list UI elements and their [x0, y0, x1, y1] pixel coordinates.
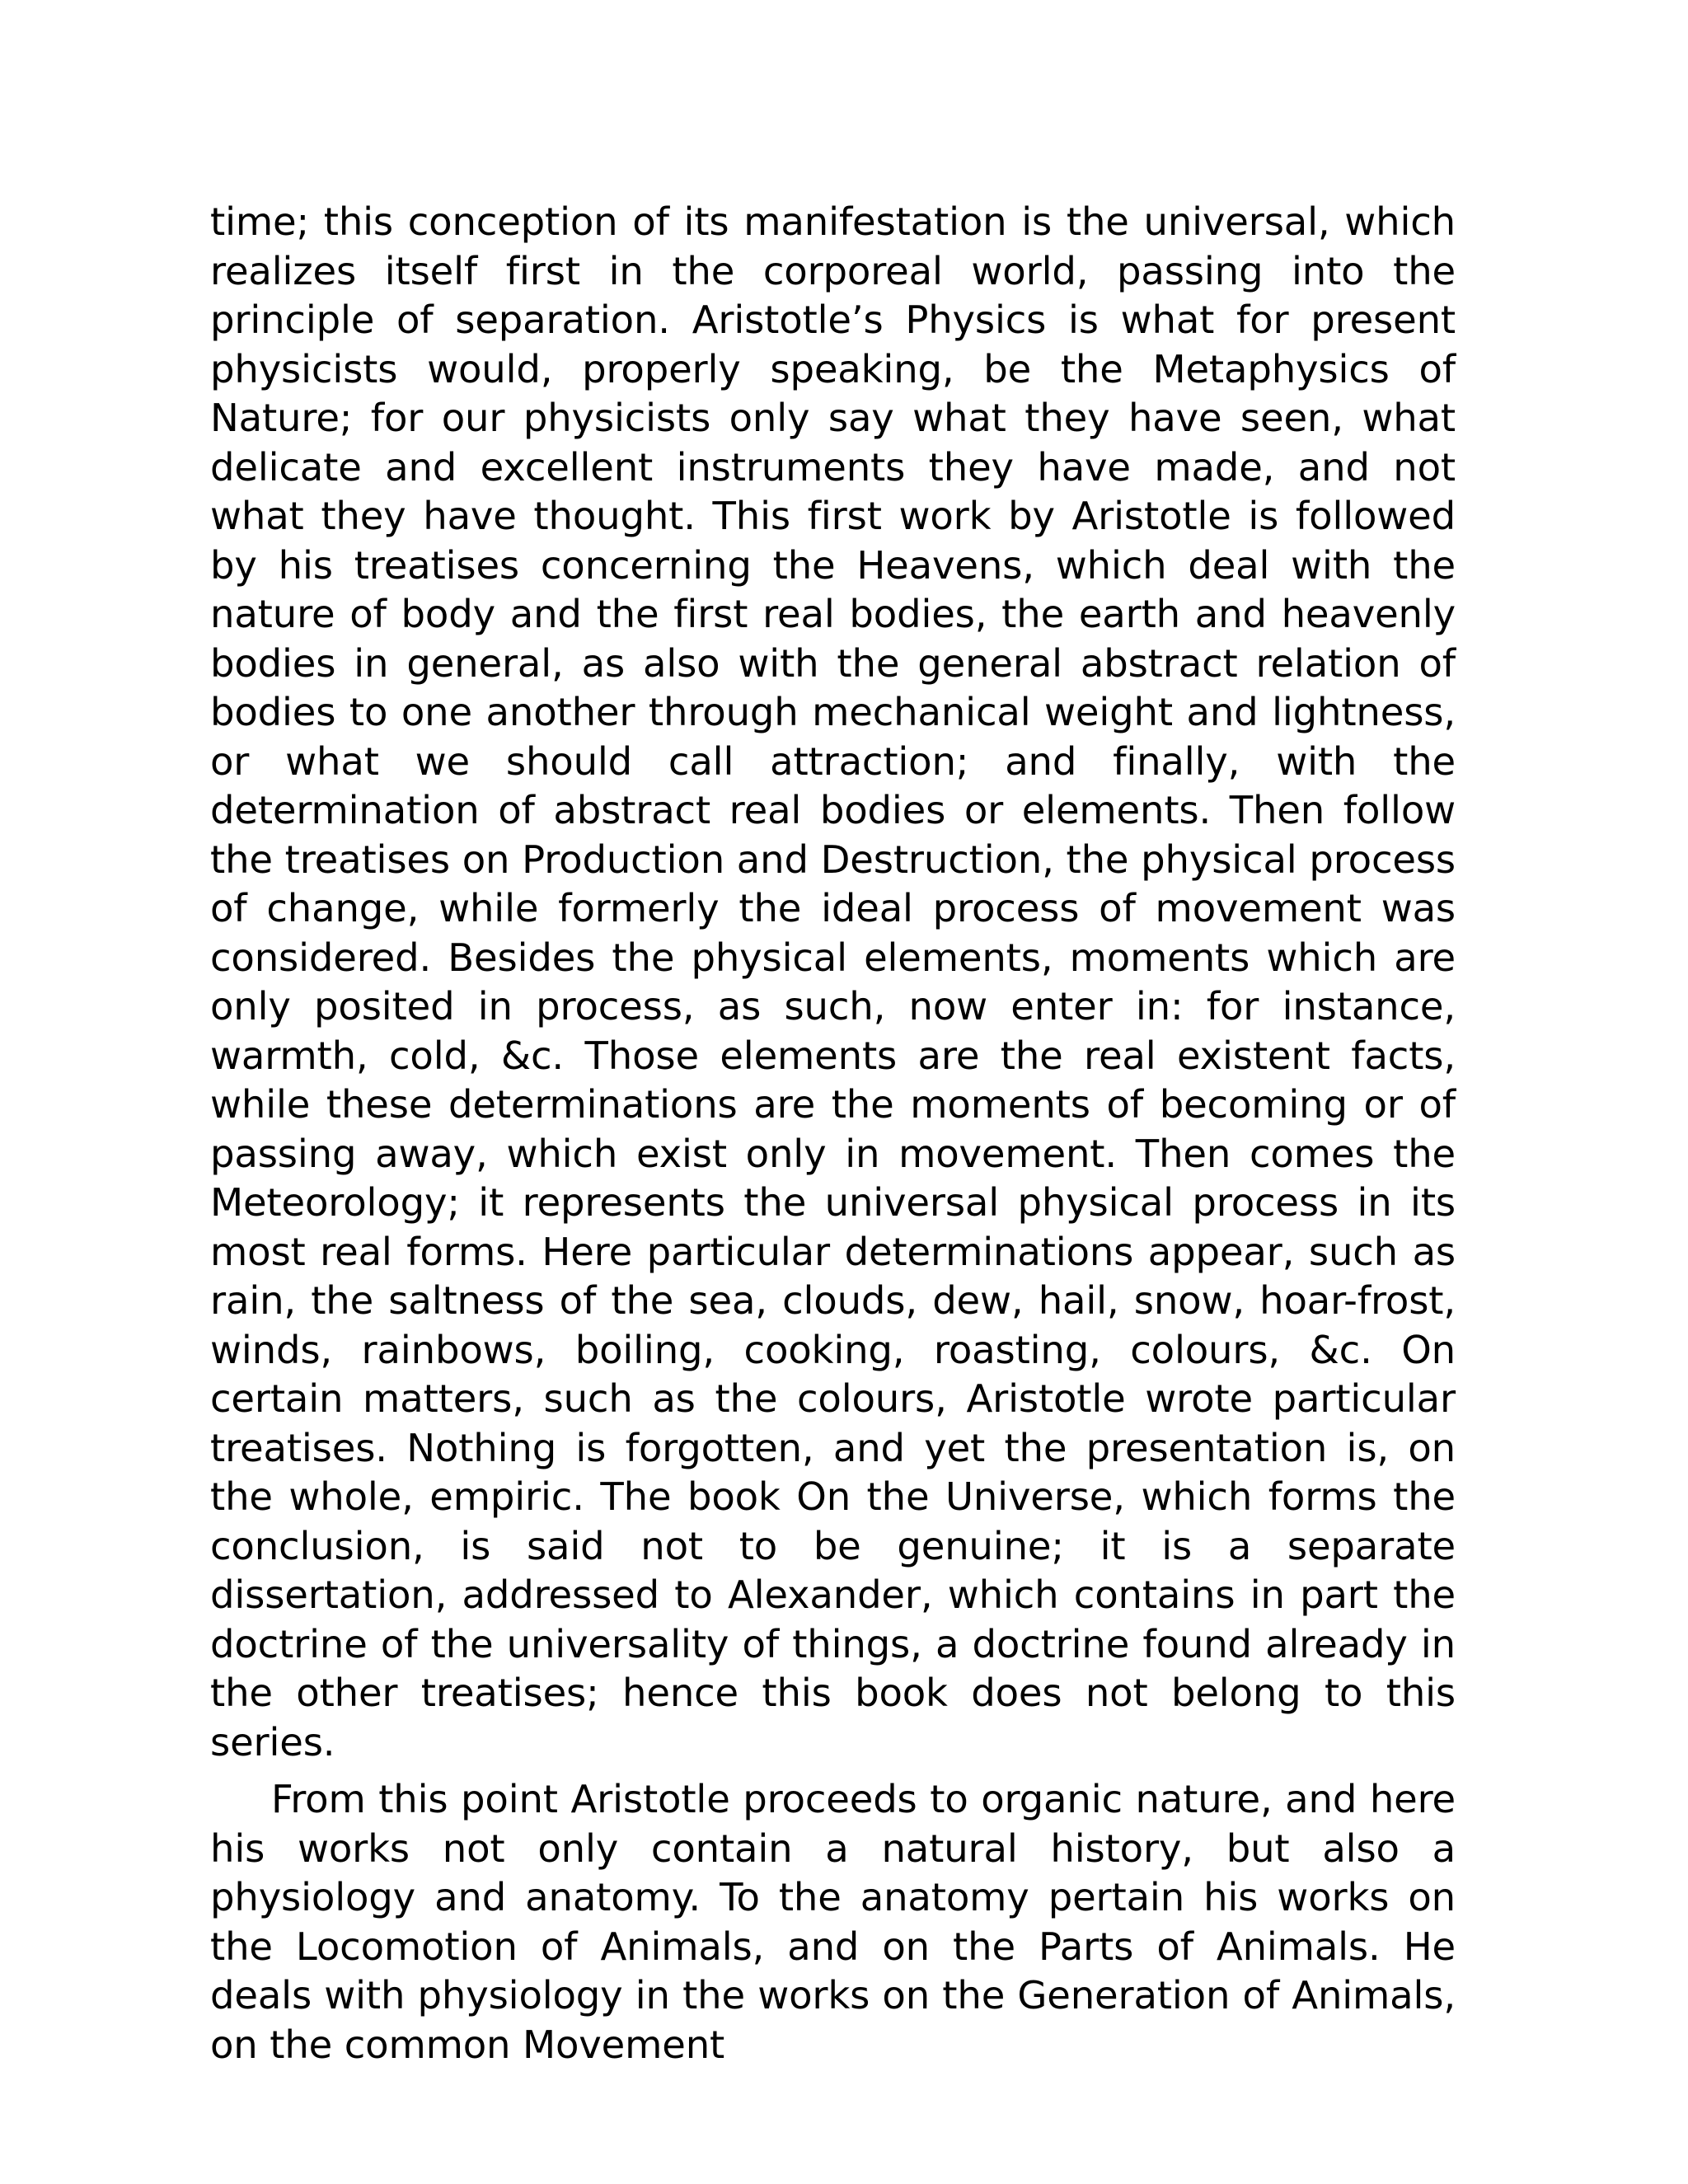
paragraph-continuation: time; this conception of its manifestation is the universal, which realizes itself first in the corporeal world, passing into the principle of separation. Aristotle’s Physics is what for present physicists would, properly speaking, be the Metaphysics of Nature; for our physicists only say what they have seen, what delicate and excellent instruments they have made, and not what they have thought. This first work by Aristotle is followed by his treatises concerning the Heavens, which deal with the nature of body and the first real bodies, the earth and heavenly bodies in general, as also with the general abstract relation of bodies to one another through mechanical weight and lightness, or what we should call attraction; and finally, with the determination of abstract real bodies or elements. Then follow the treatises on Production and Destruction, the physical process of change, while formerly the ideal process of movement was considered. Besides the physical elements, moments which are only posited in process, as such, now enter in: for instance, warmth, cold, &c. Those elements are the real existent facts, while these determinations are the moments of becoming or of passing away, which exist only in movement. Then comes the Meteorology; it represents the universal physical process in its most real forms. Here particular determinations appear, such as rain, the saltness of the sea, clouds, dew, hail, snow, hoar-frost, winds, rainbows, boiling, cooking, roasting, colours, &c. On certain matters, such as the colours, Aristotle wrote particular treatises. Nothing is forgotten, and yet the presentation is, on the whole, empiric. The book On the Universe, which forms the conclusion, is said not to be genuine; it is a separate dissertation, addressed to Alexander, which contains in part the doctrine of the universality of things, a doctrine found already in the other treatises; hence this book does not belong to this series.: [210, 199, 1456, 1765]
body-text: [210, 198, 1456, 2069]
paragraph-organic-nature: From this point Aristotle proceeds to organic nature, and here his works not only contain a natural history, but also a physiology and anatomy. To the anatomy pertain his works on the Locomotion of Animals, and on the Parts of Animals. He deals with physiology in the works on the Generation of Animals, on the common Movement: [210, 1777, 1456, 2067]
